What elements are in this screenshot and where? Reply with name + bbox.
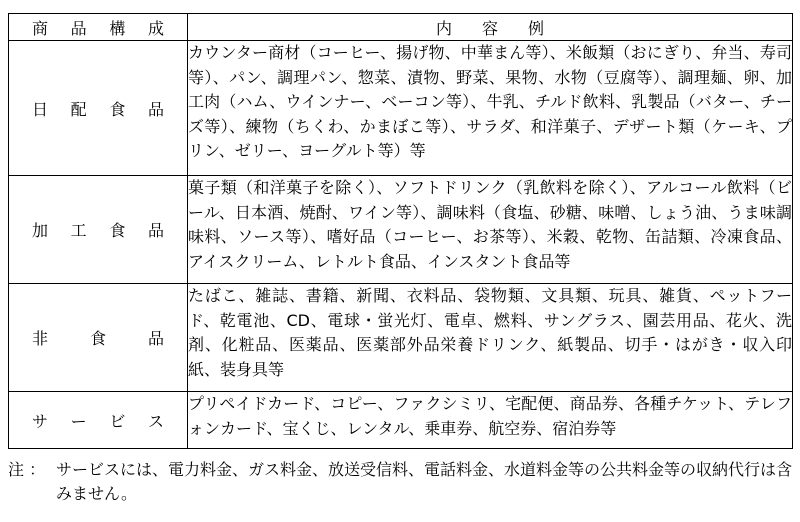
header-content-label: 内容例 — [436, 18, 544, 38]
row-content: 菓子類（和洋菓子を除く）、ソフトドリンク（乳飲料を除く）、アルコール飲料（ビール、日本酒、焼酎、ワイン等）、調味料（食塩、砂糖、味噌、しょう油、うま味調味料、ソース等）、嗜好品（コーヒー、お茶等）、米穀、乾物、缶詰類、冷凍食品、アイスクリーム、レトルト食品、インスタント食品等 — [188, 176, 793, 284]
product-composition-table — [8, 13, 793, 449]
table-row — [9, 41, 793, 176]
header-content — [188, 14, 793, 41]
row-category-cell — [9, 176, 188, 284]
table-row — [9, 284, 793, 392]
row-content: たばこ、雑誌、書籍、新聞、衣料品、袋物類、文具類、玩具、雑貨、ペットフード、乾電池、CD、電球・蛍光灯、電卓、燃料、サングラス、園芸用品、花火、洗剤、化粧品、医薬品、医薬部外品栄養ドリンク、紙製品、切手・はがき・収入印紙、装身具等 — [188, 284, 793, 392]
table-row — [9, 392, 793, 449]
row-category-label: サービス — [32, 411, 164, 431]
row-content: カウンター商材（コーヒー、揚げ物、中華まん等）、米飯類（おにぎり、弁当、寿司等）、パン、調理パン、惣菜、漬物、野菜、果物、水物（豆腐等）、調理麺、卵、加工肉（ハム、ウインナー、ベーコン等）、牛乳、チルド飲料、乳製品（バター、チーズ等）、練物（ちくわ、かまぼこ等）、サラダ、和洋菓子、デザート類（ケーキ、プリン、ゼリー、ヨーグルト等）等 — [188, 41, 793, 176]
header-category — [9, 14, 188, 41]
footnote — [8, 458, 792, 506]
row-content: プリペイドカード、コピー、ファクシミリ、宅配便、商品券、各種チケット、テレフォンカード、宝くじ、レンタル、乗車券、航空券、宿泊券等 — [188, 392, 793, 449]
row-category-label: 日配食品 — [32, 99, 164, 119]
footnote-label: 注 ： — [8, 460, 46, 479]
row-category-cell — [9, 41, 188, 176]
row-category-cell — [9, 392, 188, 449]
table-header-row — [9, 14, 793, 41]
header-category-label: 商品構成 — [32, 18, 164, 38]
table-row — [9, 176, 793, 284]
row-category-label: 非食品 — [32, 329, 164, 348]
row-category-cell — [9, 284, 188, 392]
row-category-label: 加工食品 — [32, 221, 164, 240]
footnote-text: サービスには、電力料金、ガス料金、放送受信料、電話料金、水道料金等の公共料金等の収納代行は含みません。 — [56, 460, 793, 503]
